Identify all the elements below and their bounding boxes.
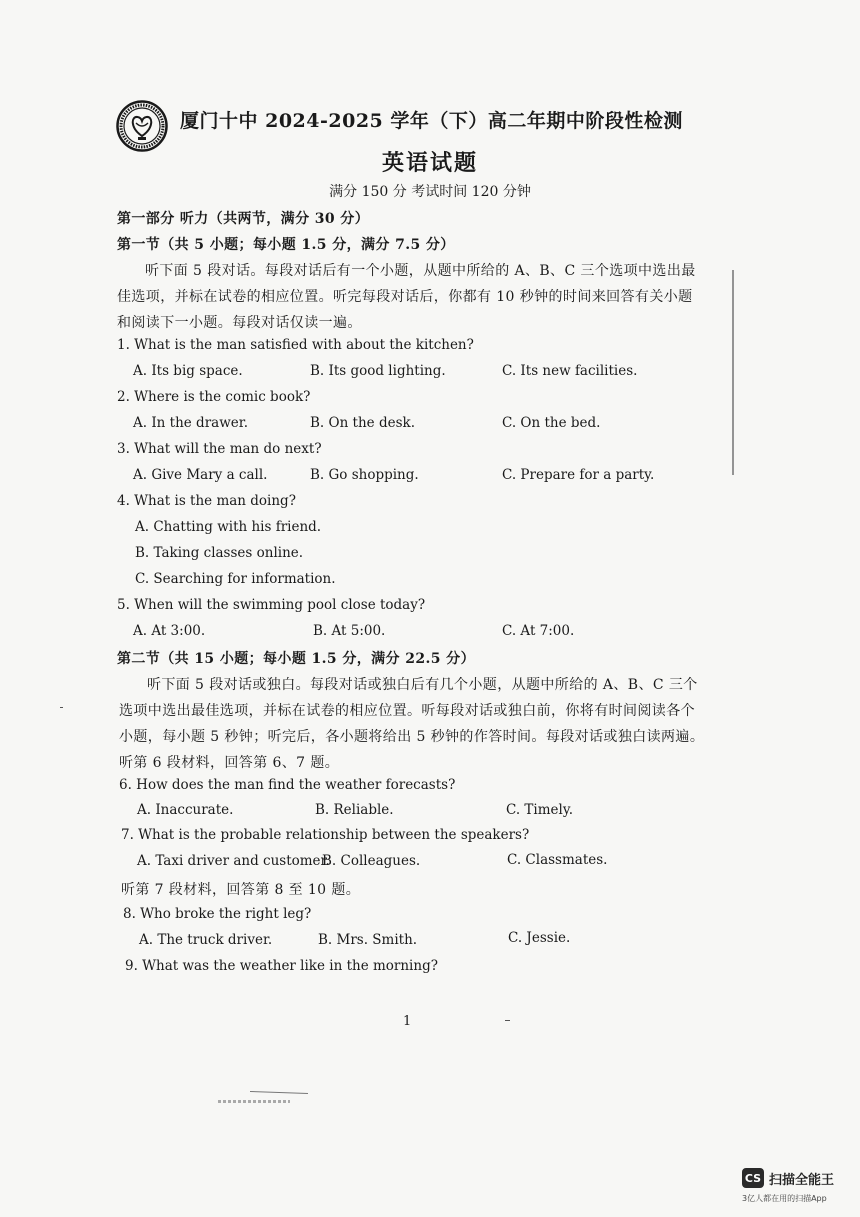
section1-instructions-line2: 佳选项，并标在试卷的相应位置。听完每段对话后，你都有 10 秒钟的时间来回答有关小题 [117,289,693,305]
question-5-option-b: B. At 5:00. [313,623,386,639]
question-3-option-a: A. Give Mary a call. [133,467,268,483]
material-7-instruction: 听第 7 段材料，回答第 8 至 10 题。 [121,882,361,898]
question-3-option-b: B. Go shopping. [310,467,419,483]
question-7-option-a: A. Taxi driver and customer. [137,853,330,869]
question-3-stem: 3. What will the man do next? [117,441,322,457]
scanner-app-name: 扫描全能王 [769,1172,835,1188]
camscanner-icon: CS [742,1168,764,1188]
question-4-option-a: A. Chatting with his friend. [135,519,322,535]
scanner-watermark [742,1168,834,1188]
question-8-stem: 8. Who broke the right leg? [123,906,312,922]
scan-smudge-line [250,1091,308,1094]
question-4-stem: 4. What is the man doing? [117,493,296,509]
question-7-stem: 7. What is the probable relationship between the speakers? [121,827,530,843]
question-7-option-c: C. Classmates. [507,852,608,868]
page-number: 1 [403,1014,412,1029]
scan-dash-mark [505,1020,510,1021]
section1-instructions-line3: 和阅读下一小题。每段对话仅读一遍。 [117,315,362,331]
question-9-stem: 9. What was the weather like in the morning? [125,958,438,974]
score-time-info: 满分 150 分 考试时间 120 分钟 [329,184,531,200]
question-1-option-b: B. Its good lighting. [310,363,446,379]
scan-edge-mark [732,270,734,475]
section1-heading: 第一节（共 5 小题；每小题 1.5 分，满分 7.5 分） [117,237,455,253]
question-7-option-b: B. Colleagues. [322,853,421,869]
question-8-option-b: B. Mrs. Smith. [318,932,418,948]
question-6-stem: 6. How does the man find the weather forecasts? [119,777,456,793]
material-6-instruction: 听第 6 段材料，回答第 6、7 题。 [119,755,340,771]
scan-dot-mark [60,707,63,708]
question-2-option-c: C. On the bed. [502,415,601,431]
question-4-option-c: C. Searching for information. [135,571,336,587]
exam-title: 厦门十中 2024-2025 学年（下）高二年期中阶段性检测 [180,110,683,132]
section1-instructions-line1: 听下面 5 段对话。每段对话后有一个小题，从题中所给的 A、B、C 三个选项中选出最 [145,263,696,279]
section2-heading: 第二节（共 15 小题；每小题 1.5 分，满分 22.5 分） [117,651,475,667]
question-2-option-a: A. In the drawer. [133,415,249,431]
scanner-tagline: 3亿人都在用的扫描App [742,1194,827,1203]
question-6-option-a: A. Inaccurate. [137,802,234,818]
scan-smudge-text [218,1100,290,1103]
question-6-option-b: B. Reliable. [315,802,394,818]
question-5-option-c: C. At 7:00. [502,623,575,639]
question-2-option-b: B. On the desk. [310,415,415,431]
subject-title: 英语试题 [381,150,478,176]
school-seal-icon [116,100,168,152]
part1-heading: 第一部分 听力（共两节，满分 30 分） [117,211,370,227]
question-6-option-c: C. Timely. [506,802,573,818]
question-5-option-a: A. At 3:00. [133,623,206,639]
question-1-option-a: A. Its big space. [133,363,243,379]
question-3-option-c: C. Prepare for a party. [502,467,655,483]
question-1-option-c: C. Its new facilities. [502,363,638,379]
section2-instructions-line2: 选项中选出最佳选项，并标在试卷的相应位置。听每段对话或独白前，你将有时间阅读各个 [119,703,695,719]
question-5-stem: 5. When will the swimming pool close today? [117,597,426,613]
question-2-stem: 2. Where is the comic book? [117,389,311,405]
question-1-stem: 1. What is the man satisfied with about the kitchen? [117,337,474,353]
question-4-option-b: B. Taking classes online. [135,545,304,561]
section2-instructions-line3: 小题，每小题 5 秒钟；听完后，各小题将给出 5 秒钟的作答时间。每段对话或独白读两遍。 [119,729,705,745]
section2-instructions-line1: 听下面 5 段对话或独白。每段对话或独白后有几个小题，从题中所给的 A、B、C 三个 [147,677,698,693]
question-8-option-a: A. The truck driver. [139,932,273,948]
question-8-option-c: C. Jessie. [508,930,571,946]
